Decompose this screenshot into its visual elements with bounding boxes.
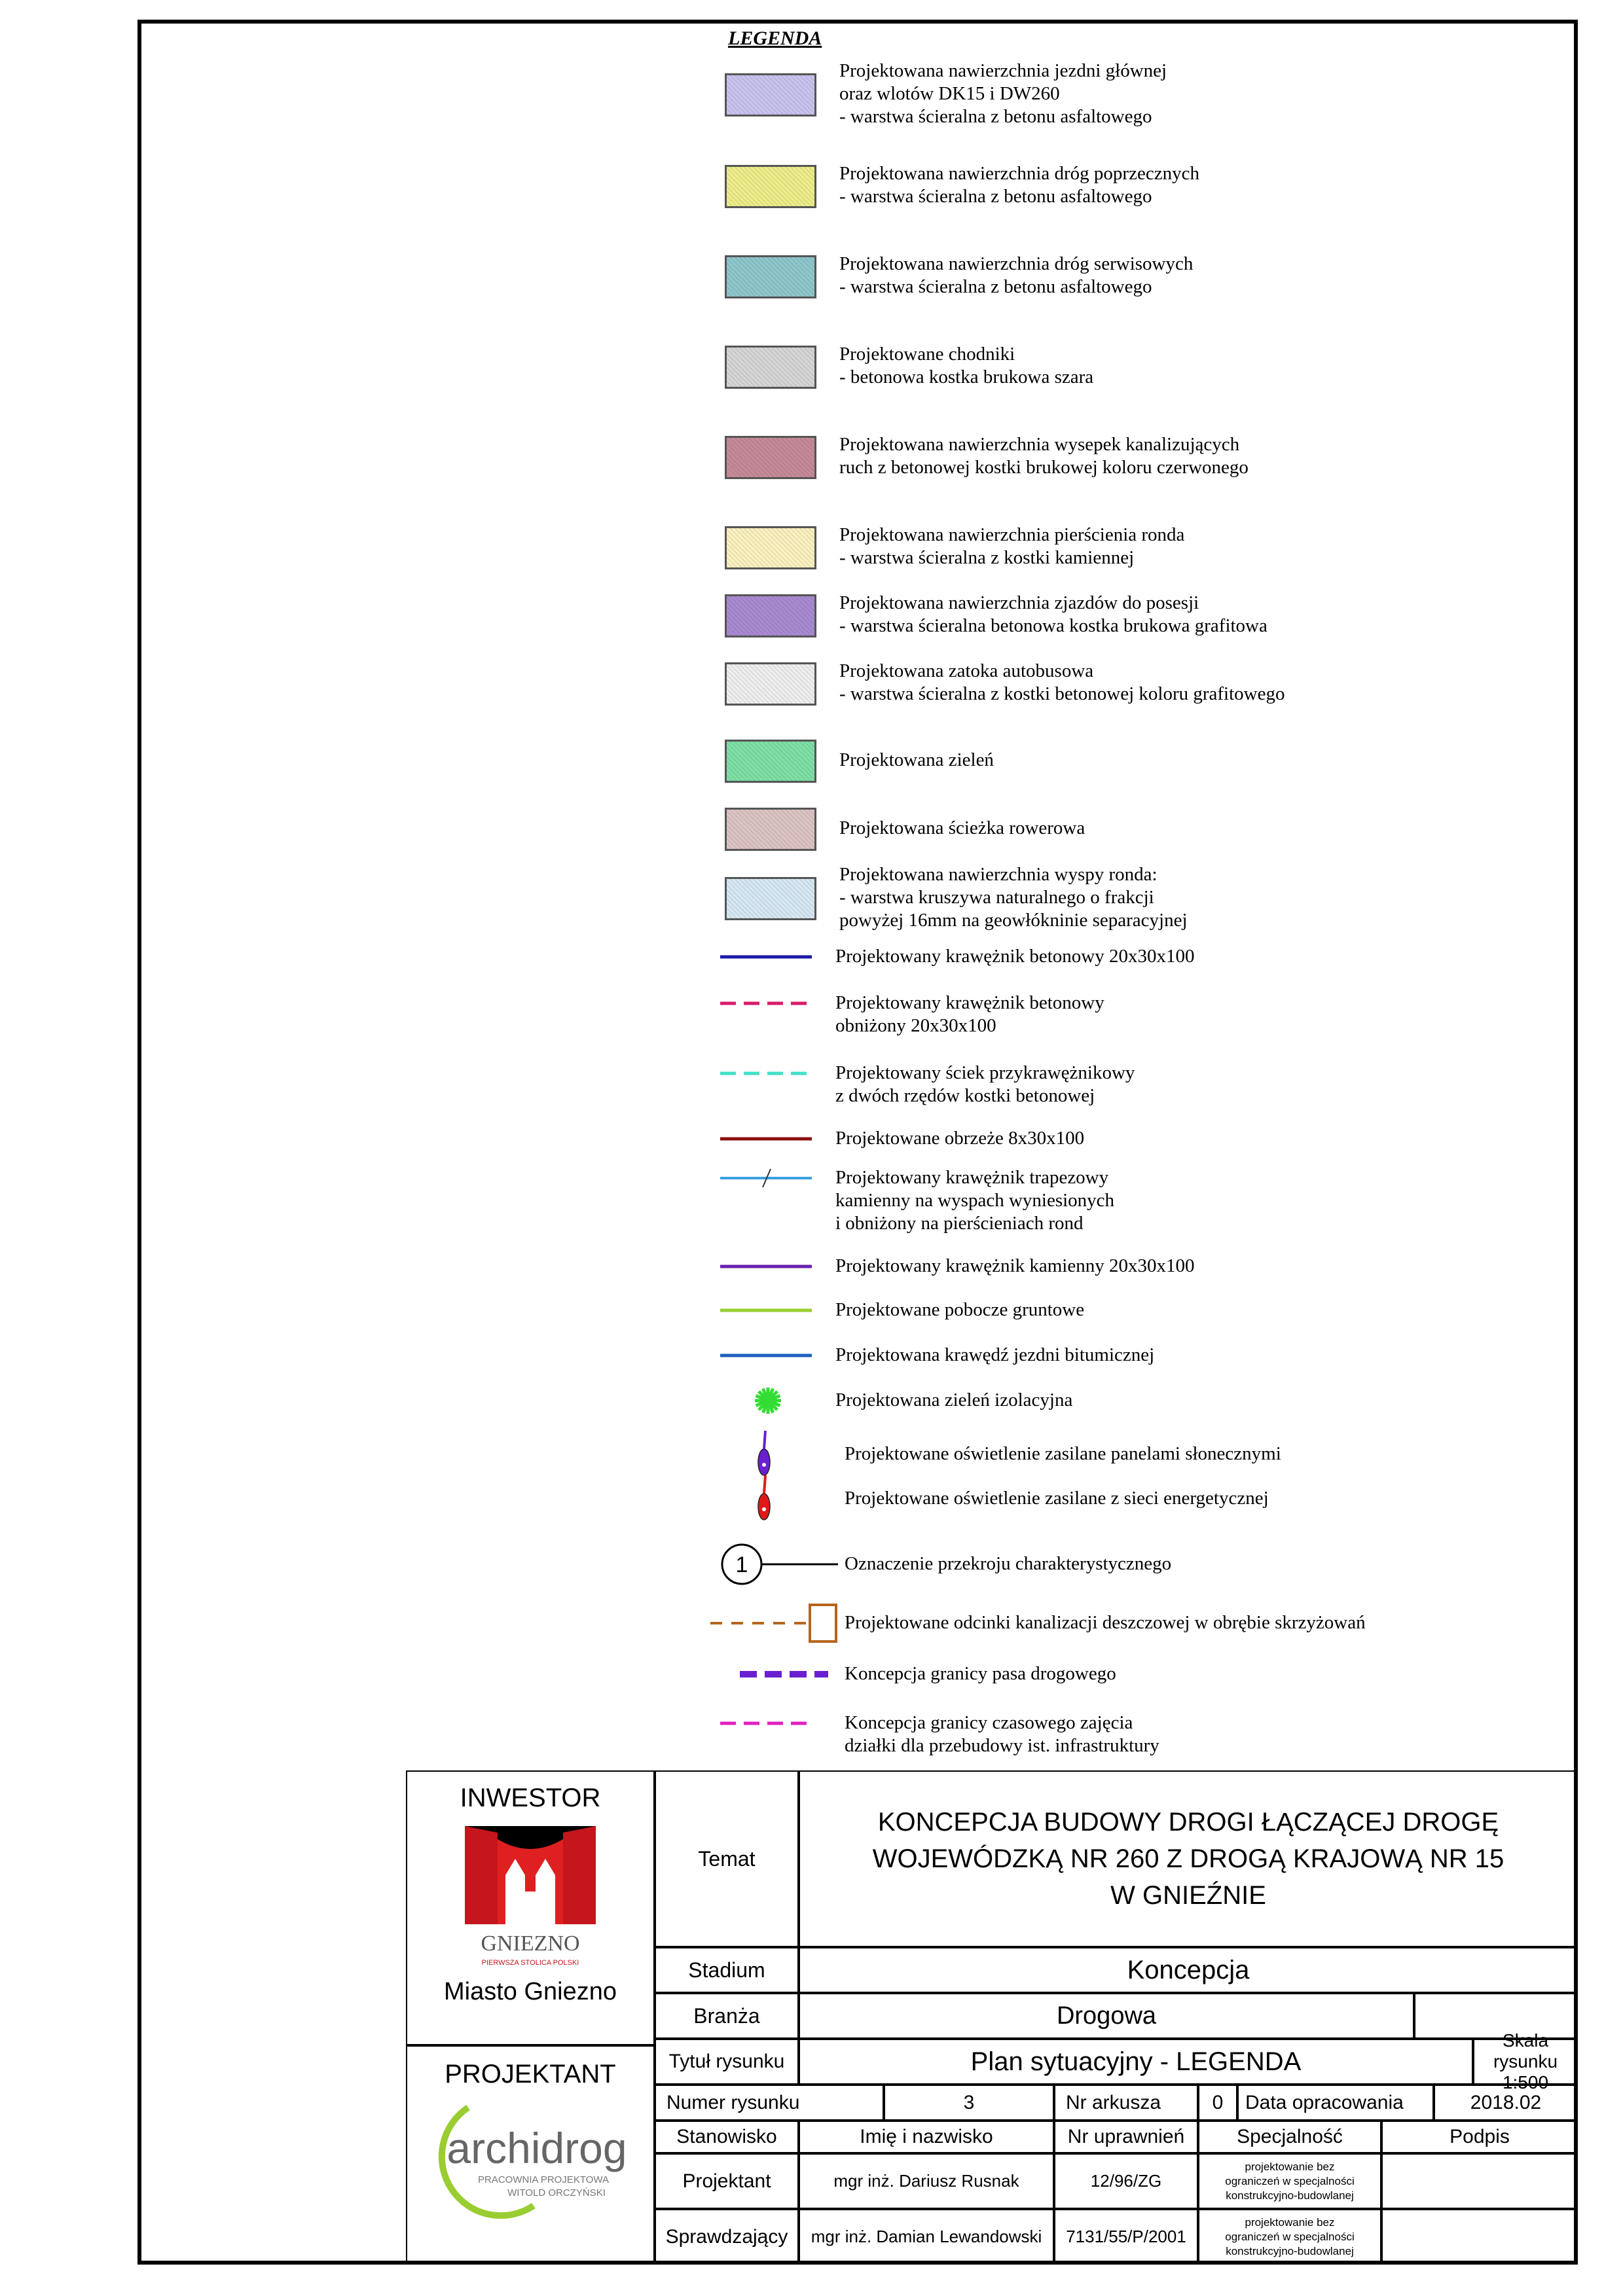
- gniezno-logo-text: GNIEZNO: [481, 1931, 580, 1956]
- designer-cell: [406, 2045, 655, 2265]
- table-row-sign: [1381, 2153, 1578, 2209]
- legend-swatch: [725, 740, 816, 783]
- table-row-name: mgr inż. Damian Lewandowski: [799, 2209, 1054, 2265]
- investor-label: INWESTOR: [460, 1784, 601, 1812]
- legend-line-symbol: [710, 971, 841, 1036]
- legend-label: Projektowana nawierzchnia dróg poprzecznych - warstwa ścieralna z betonu asfaltowego: [839, 163, 1199, 207]
- table-row-name: mgr inż. Dariusz Rusnak: [799, 2153, 1054, 2209]
- legend-label: Projektowana zieleń izolacyjna: [835, 1390, 1073, 1410]
- legend-label: Projektowane oświetlenie zasilane panelami słonecznymi: [845, 1443, 1281, 1464]
- gniezno-logo: [452, 1820, 609, 1977]
- legend-label: Projektowana nawierzchnia zjazdów do posesji - warstwa ścieralna betonowa kostka brukowa grafitowa: [839, 592, 1267, 636]
- legend-label: Projektowane chodniki - betonowa kostka brukowa szara: [839, 344, 1094, 387]
- designer-label: PROJEKTANT: [445, 2060, 616, 2089]
- legend-swatch: [725, 165, 816, 208]
- header-uprawnienia: Nr uprawnień: [1054, 2121, 1198, 2153]
- header-stanowisko: Stanowisko: [655, 2121, 799, 2153]
- legend-swatch: [725, 346, 816, 389]
- legend-swatch: [725, 808, 816, 851]
- skala-label: Skala rysunku: [1493, 2030, 1558, 2072]
- legend-label: Koncepcja granicy pasa drogowego: [845, 1663, 1116, 1684]
- legend-label: Projektowana krawędź jezdni bitumicznej: [835, 1344, 1155, 1365]
- table-row-role: Sprawdzający: [655, 2209, 799, 2265]
- data-label: Data opracowania: [1237, 2085, 1434, 2121]
- stadium-label: Stadium: [655, 1947, 799, 1993]
- legend-label: Projektowany krawężnik betonowy obniżony 20x30x100: [835, 992, 1104, 1036]
- legend-line-symbol: [710, 1466, 841, 1532]
- legend-swatch: [725, 255, 816, 298]
- table-row-license: 7131/55/P/2001: [1054, 2209, 1198, 2265]
- archidrog-logo: [422, 2094, 638, 2219]
- stadium-value: Koncepcja: [799, 1947, 1578, 1993]
- legend-label: Projektowane obrzeże 8x30x100: [835, 1128, 1085, 1149]
- legend-label: Koncepcja granicy czasowego zajęcia działki dla przebudowy ist. infrastruktury: [845, 1712, 1159, 1756]
- archidrog-logo-text: archidrog: [447, 2124, 627, 2172]
- archidrog-logo-sub2: WITOLD ORCZYŃSKI: [507, 2187, 606, 2198]
- legend-label: Projektowane oświetlenie zasilane z sieci energetycznej: [845, 1488, 1269, 1509]
- table-row-license: 12/96/ZG: [1054, 2153, 1198, 2209]
- table-row-sign: [1381, 2209, 1578, 2265]
- branza-label: Branża: [655, 1993, 799, 2039]
- legend-line-symbol: [710, 1145, 841, 1211]
- archidrog-logo-sub1: PRACOWNIA PROJEKTOWA: [477, 2174, 610, 2185]
- legend-label: Projektowana nawierzchnia pierścienia ronda - warstwa ścieralna z kostki kamiennej: [839, 524, 1185, 568]
- legend-label: Projektowany krawężnik kamienny 20x30x100: [835, 1255, 1195, 1276]
- table-row-spec: projektowanie bez ograniczeń w specjalności konstrukcyjno-budowlanej: [1198, 2209, 1381, 2265]
- legend-label: Oznaczenie przekroju charakterystycznego: [845, 1553, 1172, 1574]
- legend-label: Projektowane pobocze gruntowe: [835, 1299, 1085, 1320]
- title-block: [406, 1770, 1578, 2265]
- temat-value: KONCEPCJA BUDOWY DROGI ŁĄCZĄCEJ DROGĘ WOJEWÓDZKĄ NR 260 Z DROGĄ KRAJOWĄ NR 15 W GNIEŹNIE: [799, 1770, 1578, 1947]
- legend-label: Projektowana nawierzchnia wysepek kanalizujących ruch z betonowej kostki brukowej koloru czerwonego: [839, 434, 1249, 478]
- header-imie: Imię i nazwisko: [799, 2121, 1054, 2153]
- svg-text:1: 1: [735, 1552, 748, 1577]
- legend-swatch: [725, 73, 816, 117]
- legend-swatch: [725, 594, 816, 637]
- legend-line-symbol: [710, 1691, 841, 1756]
- legend-line-symbol: [710, 1532, 841, 1597]
- header-podpis: Podpis: [1381, 2121, 1578, 2153]
- arkusz-value: 0: [1198, 2085, 1237, 2121]
- header-specjalnosc: Specjalność: [1198, 2121, 1381, 2153]
- table-row-role: Projektant: [655, 2153, 799, 2209]
- legend-label: Projektowana ścieżka rowerowa: [839, 817, 1085, 838]
- legend-label: Projektowana nawierzchnia wyspy ronda: - warstwa kruszywa naturalnego o frakcji powyżej 16mm na geowłókninie separacyjnej: [839, 863, 1188, 931]
- legend-swatch: [725, 877, 816, 920]
- investor-name: Miasto Gniezno: [443, 1978, 617, 2005]
- numer-label: Numer rysunku: [655, 2085, 884, 2121]
- legend-label: Projektowana nawierzchnia jezdni głównej oraz wlotów DK15 i DW260 - warstwa ścieralna z betonu asfaltowego: [839, 60, 1167, 127]
- gniezno-logo-sub: PIERWSZA STOLICA POLSKI: [481, 1959, 579, 1967]
- legend-swatch: [725, 526, 816, 569]
- tytul-label: Tytuł rysunku: [655, 2039, 799, 2085]
- temat-label: Temat: [655, 1770, 799, 1947]
- legend-label: Projektowany krawężnik trapezowy kamienny na wyspach wyniesionych i obniżony na pierścieniach rond: [835, 1167, 1115, 1234]
- legend-label: Projektowane odcinki kanalizacji deszczowej w obrębie skrzyżowań: [845, 1612, 1366, 1633]
- tytul-value: Plan sytuacyjny - LEGENDA: [799, 2039, 1473, 2085]
- numer-value: 3: [884, 2085, 1054, 2121]
- legend-label: Projektowana nawierzchnia dróg serwisowych - warstwa ścieralna z betonu asfaltowego: [839, 253, 1194, 297]
- data-value: 2018.02: [1434, 2085, 1578, 2121]
- investor-cell: [406, 1770, 655, 2045]
- legend-title: LEGENDA: [728, 27, 822, 49]
- branza-value: Drogowa: [799, 1993, 1414, 2039]
- legend-line-symbol: [710, 1041, 841, 1106]
- legend-label: Projektowana zieleń: [839, 749, 994, 770]
- legend-label: Projektowany ściek przykrawężnikowy z dwóch rzędów kostki betonowej: [835, 1062, 1135, 1106]
- legend-label: Projektowana zatoka autobusowa - warstwa ścieralna z kostki betonowej koloru grafitowego: [839, 660, 1285, 704]
- table-row-spec: projektowanie bez ograniczeń w specjalności konstrukcyjno-budowlanej: [1198, 2153, 1381, 2209]
- arkusz-label: Nr arkusza: [1054, 2085, 1198, 2121]
- legend-swatch: [725, 662, 816, 706]
- legend-label: Projektowany krawężnik betonowy 20x30x100: [835, 946, 1195, 967]
- legend-swatch: [725, 436, 816, 479]
- skala-cell: [1473, 2030, 1578, 2092]
- skala-value: 1:500: [1502, 2072, 1549, 2092]
